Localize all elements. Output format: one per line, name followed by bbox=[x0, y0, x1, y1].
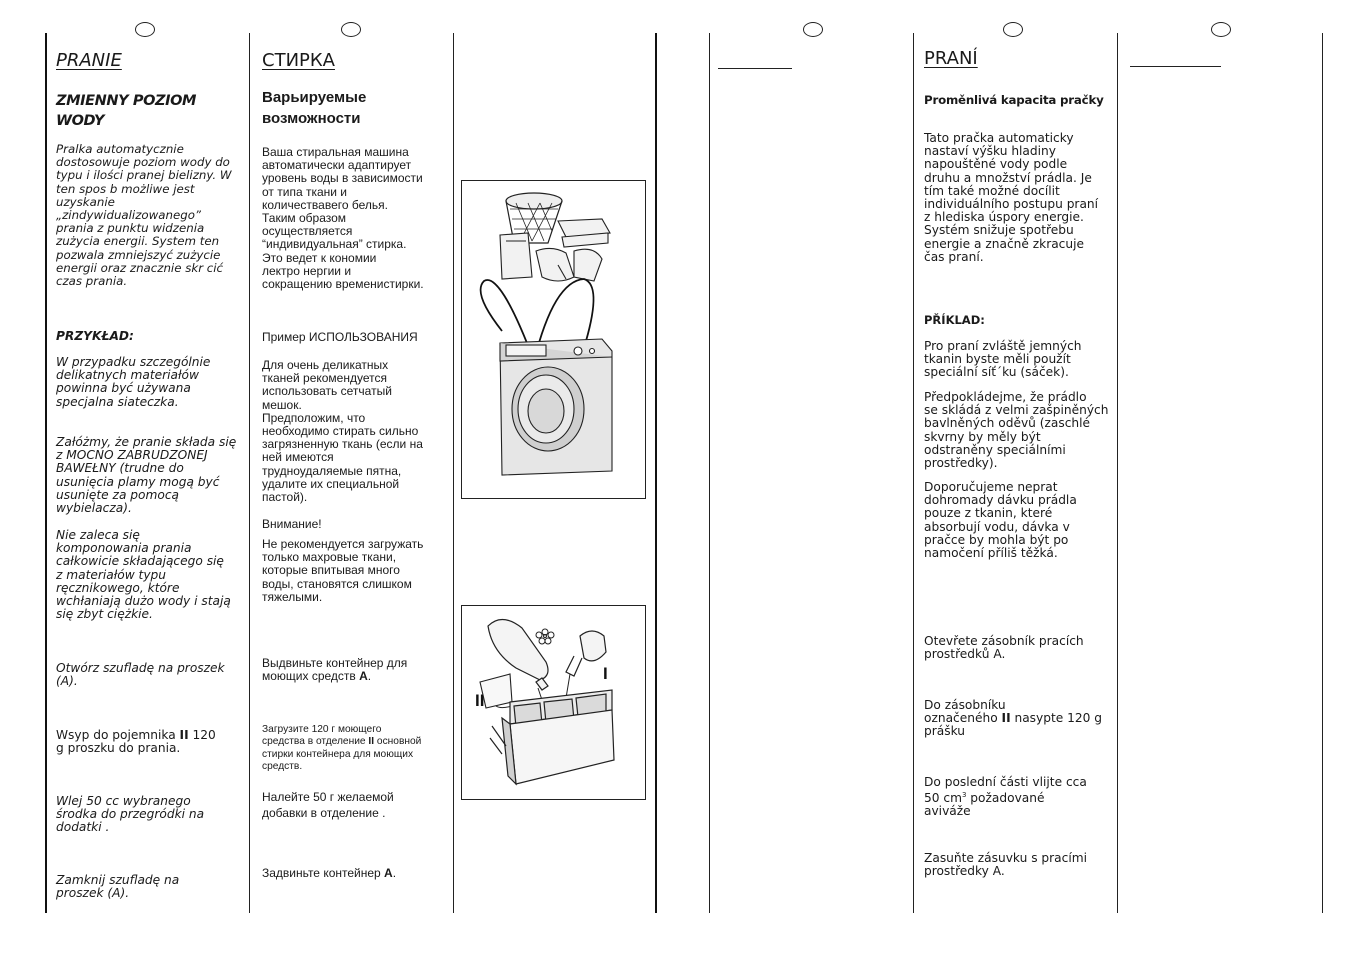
container-mark: A bbox=[359, 669, 368, 684]
ru-warning-heading: Внимание! bbox=[262, 517, 322, 531]
column-divider bbox=[913, 33, 914, 913]
compartment-ii-label: II bbox=[475, 691, 485, 710]
pl-step-1: Otwórz szufladę na proszek (A). bbox=[56, 661, 225, 689]
detergent-drawer-icon bbox=[490, 690, 614, 784]
pl-paragraph-3: Nie zaleca się komponowania prania całkowicie składającego się z materiałów typu ręcznikowego, które wchłaniają dużo wody i stają się zbyt ciężkie. bbox=[56, 528, 231, 622]
cup-icon bbox=[480, 674, 512, 708]
ru-step-2 bbox=[262, 724, 421, 774]
column-divider bbox=[1322, 33, 1323, 913]
pl-step-4: Zamknij szufladę na proszek (A). bbox=[56, 873, 180, 901]
column-divider bbox=[45, 33, 47, 913]
folded-laundry-icon bbox=[500, 219, 610, 281]
ru-title: СТИРКА bbox=[262, 50, 335, 71]
compartment-i-label: I bbox=[603, 664, 608, 683]
pl-example-heading: PRZYKŁAD: bbox=[56, 329, 134, 343]
cz-paragraph-1: Pro praní zvláště jemných tkanin byste měli použít speciální síť´ku (sáček). bbox=[924, 339, 1082, 380]
pl-step-2-text: 120 g proszku do prania. bbox=[56, 728, 216, 756]
cz-paragraph-3: Doporučujeme neprat dohromady dávku prádla pouze z tkanin, které absorbují vodu, dávka v pračce by mohla být po namočení příliš těžká. bbox=[924, 480, 1077, 561]
blank-heading-line bbox=[1130, 66, 1221, 67]
pl-step-2-text: Wsyp do pojemnika bbox=[56, 728, 180, 742]
ru-subtitle: Варьируемые возможности bbox=[262, 89, 367, 127]
pl-intro: Pralka automatycznie dostosowuje poziom wody do typu i ilości pranej bielizny. W ten spos b możliwe jest uzyskanie „zindywidualizowanego” prania z punktu widzenia zużycia energii. System ten pozwala zmniejszyć zużycie energii oraz znacznie skr cić czas prania. bbox=[56, 142, 232, 289]
cz-step-1: Otevřete zásobník pracích prostředků A. bbox=[924, 634, 1084, 662]
ru-paragraph-2: Не рекомендуется загружать только махровые ткани, которые впитывая много воды, становятся слишком тяжелыми. bbox=[262, 537, 424, 604]
ru-step-2-text: Загрузите 120 г моющего средства в отделение bbox=[262, 724, 382, 748]
pour-stream bbox=[566, 674, 570, 698]
flower-symbol-icon bbox=[536, 629, 554, 644]
cubic-superscript: 3 bbox=[961, 791, 967, 800]
cz-step-2-text: nasypte 120 g prášku bbox=[924, 711, 1102, 739]
cz-title: PRANÍ bbox=[924, 48, 978, 69]
cz-step-3 bbox=[924, 776, 1087, 819]
cz-step-2-text: Do zásobníku označeného bbox=[924, 698, 1006, 726]
ru-step-3: Налейте 50 г желаемой добавки в отделение . bbox=[262, 790, 394, 820]
cz-subtitle: Proměnlivá kapacita pračky bbox=[924, 93, 1104, 107]
ru-step-4-text: Задвиньте контейнер bbox=[262, 866, 385, 880]
pl-step-3: Wlej 50 cc wybranego środka do przegródki na dodatki . bbox=[56, 794, 205, 835]
blank-heading-line bbox=[718, 68, 792, 69]
softener-bottle-icon bbox=[566, 631, 606, 676]
language-oval bbox=[1003, 22, 1023, 37]
pl-subtitle: ZMIENNY POZIOM WODY bbox=[56, 93, 197, 129]
pl-paragraph-1: W przypadku szczególnie delikatnych materiałów powinna być używana specjalna siateczka. bbox=[56, 355, 211, 409]
page-divider bbox=[655, 33, 657, 913]
column-divider bbox=[453, 33, 454, 913]
ru-step-1-text: Выдвиньте контейнер для моющих средств bbox=[262, 656, 408, 684]
ru-intro: Ваша стиральная машина автоматически адаптирует уровень воды в зависимости от типа ткани и количествавего белья. Таким образом осуществляется “индивидуальная” стирка. Это ведет к кономии лектро нергии и сокращению временистирки. bbox=[262, 145, 424, 292]
compartment-mark: II bbox=[368, 736, 375, 748]
container-mark: A bbox=[384, 866, 393, 880]
column-divider bbox=[1117, 33, 1118, 913]
compartment-mark: II bbox=[179, 728, 189, 742]
laundry-machine-figure bbox=[461, 180, 646, 499]
pl-title: PRANIE bbox=[56, 50, 122, 71]
cz-step-4: Zasuňte zásuvku s pracími prostředky A. bbox=[924, 851, 1087, 879]
cz-step-3-text: požadované aviváže bbox=[924, 791, 1045, 819]
cz-intro: Tato pračka automaticky nastaví výšku hladiny napouštěné vody podle druhu a množství prádla. Je tím také možné docílit individuálního postupu praní z hlediska úspory energie. Systém snižuje spotřebu energie a značně zkracuje čas praní. bbox=[924, 131, 1099, 264]
ru-step-1-text: . bbox=[367, 669, 372, 684]
detergent-drawer-figure bbox=[461, 605, 646, 800]
detergent-drawer-illustration bbox=[462, 606, 645, 799]
cz-example-heading: PŘÍKLAD: bbox=[924, 313, 985, 327]
ru-step-4 bbox=[262, 867, 396, 880]
ru-step-1 bbox=[262, 657, 407, 683]
column-divider bbox=[709, 33, 710, 913]
ru-paragraph-1: Для очень деликатных тканей рекомендуется использовать сетчатый мешок. Предположим, что необходимо стирать сильно загрязненную ткань (если на ней имеются трудноудаляемые пятна, удалите их специальной пастой). bbox=[262, 358, 423, 505]
washing-machine-illustration bbox=[462, 181, 645, 498]
ru-example-heading: Пример ИСПОЛЬЗОВАНИЯ bbox=[262, 330, 418, 344]
cz-paragraph-2: Předpokládejme, že prádlo se skládá z velmi zašpiněných bavlněných oděvů (zaschlé skvrny by měly být odstraněny speciálními prostředky). bbox=[924, 390, 1109, 471]
language-oval bbox=[1211, 22, 1231, 37]
cz-step-2 bbox=[924, 699, 1102, 739]
language-oval bbox=[135, 22, 155, 37]
ru-step-4-text: . bbox=[392, 866, 397, 880]
cz-step-3-text: Do poslední části vlijte cca 50 cm bbox=[924, 775, 1087, 806]
washing-machine-icon bbox=[500, 339, 612, 475]
ru-step-2-text: основной стирки контейнера для моющих средств. bbox=[262, 736, 422, 773]
pl-paragraph-2: Załóżmy, że pranie składa się z MOCNO ZABRUDZONEJ BAWEŁNY (trudne do usunięcia plamy mogą być usunięte za pomocą wybielacza). bbox=[56, 435, 237, 516]
language-oval bbox=[341, 22, 361, 37]
pl-step-2 bbox=[56, 729, 216, 755]
column-divider bbox=[249, 33, 250, 913]
compartment-mark: II bbox=[1001, 711, 1011, 726]
language-oval bbox=[803, 22, 823, 37]
